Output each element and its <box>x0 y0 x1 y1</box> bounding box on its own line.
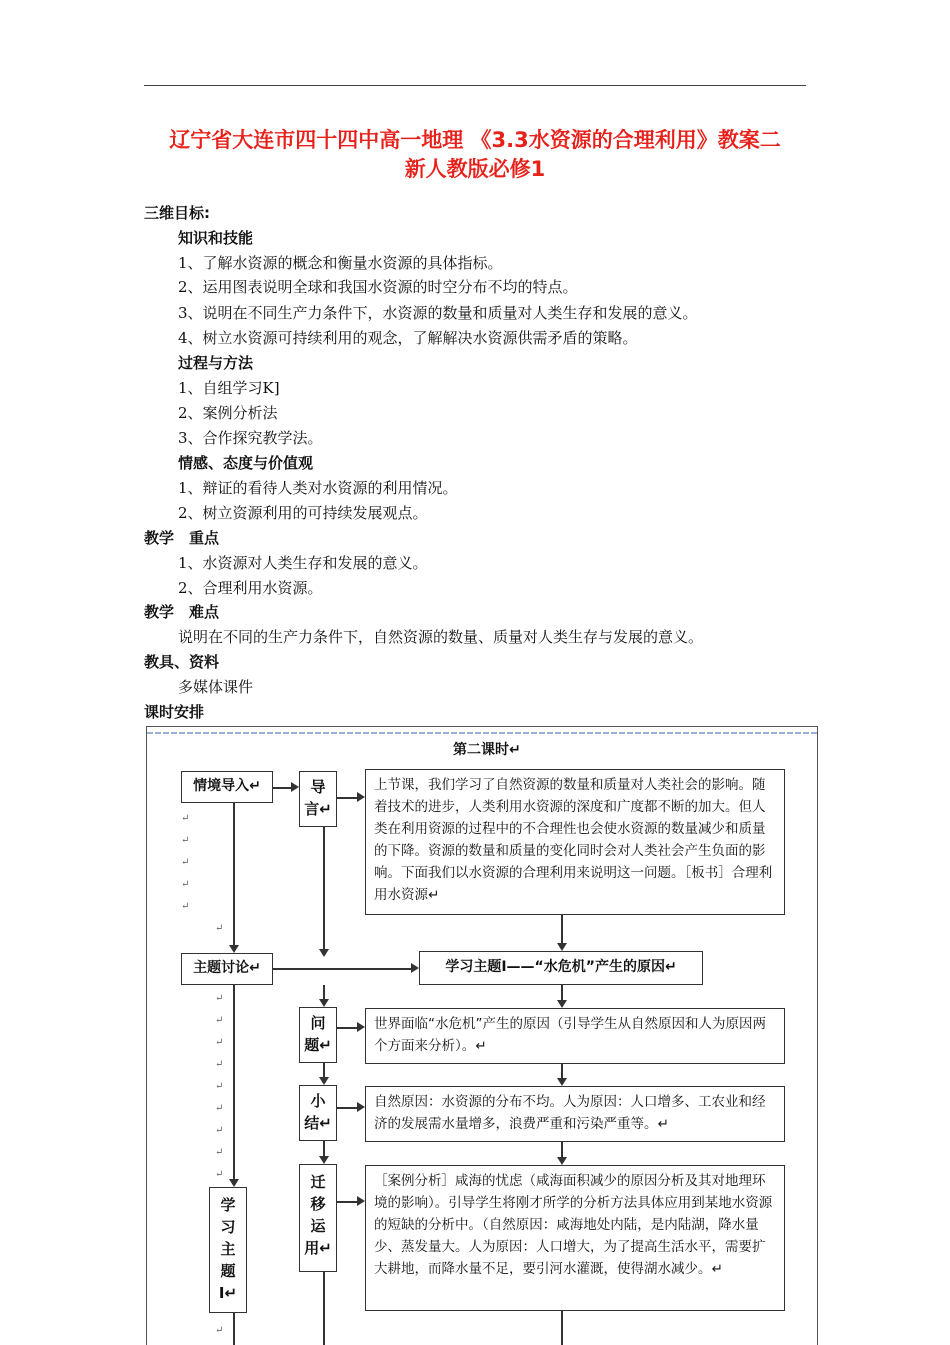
connector-line <box>323 985 325 999</box>
knowledge-heading: 知识和技能 <box>178 229 254 247</box>
emotion-item: 1、辩证的看待人类对水资源的利用情况。 <box>178 479 458 497</box>
arrow-down-icon <box>557 1157 567 1165</box>
transfer-box: 迁 移 运 用↵ <box>299 1164 337 1272</box>
paragraph-mark: ↵ <box>215 1015 224 1026</box>
arrow-down-icon <box>319 1077 329 1085</box>
question-text-box: 世界面临“水危机”产生的原因（引导学生从自然原因和人为原因两个方面来分析）。↵ <box>365 1008 785 1064</box>
arrow-down-icon <box>229 1179 239 1187</box>
connector-line <box>337 1201 357 1203</box>
arrow-right-icon <box>291 782 299 792</box>
arrow-right-icon <box>357 1102 365 1112</box>
process-item: 3、合作探究教学法。 <box>178 429 323 447</box>
connector-line <box>323 827 325 949</box>
connector-line <box>273 968 411 970</box>
knowledge-item: 1、了解水资源的概念和衡量水资源的具体指标。 <box>178 254 503 272</box>
paragraph-mark: ↵ <box>215 1059 224 1070</box>
paragraph-mark: ↵ <box>215 1169 224 1180</box>
document-title-line1: 辽宁省大连市四十四中高一地理 《3.3水资源的合理利用》教案二 <box>169 128 781 152</box>
arrow-down-icon <box>557 1000 567 1008</box>
intro-box: 情境导入↵ <box>181 771 273 803</box>
paragraph-mark: ↵ <box>215 1103 224 1114</box>
connector-line <box>561 985 563 1000</box>
paragraph-mark: ↵ <box>181 857 190 868</box>
guide-box: 导 言↵ <box>299 771 337 827</box>
knowledge-item: 4、树立水资源可持续利用的观念，了解解决水资源供需矛盾的策略。 <box>178 329 638 347</box>
flowchart-header: 第二课时↵ <box>453 742 521 758</box>
topic-box: 学习主题Ⅰ——“水危机”产生的原因↵ <box>419 951 703 985</box>
process-item: 1、自组学习K] <box>178 379 280 397</box>
connector-line <box>323 1272 325 1345</box>
objectives-heading: 三维目标: <box>144 204 210 222</box>
question-box: 问 题↵ <box>299 1007 337 1063</box>
arrow-right-icon <box>357 1022 365 1032</box>
materials-heading: 教具、资料 <box>144 653 220 671</box>
arrow-right-icon <box>357 1196 365 1206</box>
connector-line <box>323 1141 325 1156</box>
paragraph-mark: ↵ <box>215 923 224 934</box>
materials-text: 多媒体课件 <box>178 678 254 696</box>
arrow-down-icon <box>229 945 239 953</box>
connector-line <box>233 803 235 945</box>
process-heading: 过程与方法 <box>178 354 254 372</box>
knowledge-item: 3、说明在不同生产力条件下，水资源的数量和质量对人类生存和发展的意义。 <box>178 304 698 322</box>
frame-top-strip <box>147 732 817 734</box>
summary-text-box: 自然原因：水资源的分布不均。人为原因：人口增多、工农业和经济的发展需水量增多，浪费严重和污染严重等。↵ <box>365 1086 785 1142</box>
connector-line <box>561 1064 563 1078</box>
document-title-line2: 新人教版必修1 <box>404 157 546 181</box>
arrow-down-icon <box>319 999 329 1007</box>
arrow-right-icon <box>411 963 419 973</box>
schedule-heading: 课时安排 <box>144 703 205 721</box>
paragraph-mark: ↵ <box>215 1037 224 1048</box>
connector-line <box>561 1311 563 1345</box>
connector-line <box>337 797 357 799</box>
paragraph-mark: ↵ <box>215 1081 224 1092</box>
arrow-down-icon <box>319 949 329 957</box>
arrow-down-icon <box>557 1078 567 1086</box>
paragraph-mark: ↵ <box>215 1325 224 1336</box>
arrow-down-icon <box>319 1156 329 1164</box>
connector-line <box>561 915 563 943</box>
paragraph-mark: ↵ <box>215 1147 224 1158</box>
guide-text-box: 上节课，我们学习了自然资源的数量和质量对人类社会的影响。随着技术的进步，人类利用水资源的深度和广度都不断的加大。但人类在利用资源的过程中的不合理性也会使水资源的数量减少和质量的下降。资源的数量和质量的变化同时会对人类社会产生负面的影响。下面我们以水资源的合理利用来说明这一问题。［板书］合理利用水资源↵ <box>365 769 785 915</box>
connector-line <box>233 985 235 1179</box>
summary-box: 小 结↵ <box>299 1085 337 1141</box>
transfer-text-box: ［案例分析］咸海的忧虑（咸海面积减少的原因分析及其对地理环境的影响）。引导学生将刚才所学的分析方法具体应用到某地水资源的短缺的分析中。（自然原因：咸海地处内陆，是内陆湖，降水量少、蒸发量大。人为原因：人口增大，为了提高生活水平，需要扩大耕地，而降水量不足，要引河水灌溉，使得湖水减少。↵ <box>365 1165 785 1311</box>
connector-line <box>273 787 291 789</box>
paragraph-mark: ↵ <box>181 835 190 846</box>
connector-line <box>233 1313 235 1345</box>
arrow-right-icon <box>357 792 365 802</box>
discussion-box: 主题讨论↵ <box>181 953 273 985</box>
process-item: 2、案例分析法 <box>178 404 278 422</box>
key-point-item: 2、合理利用水资源。 <box>178 579 323 597</box>
emotion-heading: 情感、态度与价值观 <box>178 454 314 472</box>
lesson-flowchart <box>146 726 818 1345</box>
connector-line <box>323 1063 325 1077</box>
connector-line <box>337 1027 357 1029</box>
paragraph-mark: ↵ <box>181 901 190 912</box>
difficulties-text: 说明在不同的生产力条件下，自然资源的数量、质量对人类生存与发展的意义。 <box>178 628 704 646</box>
paragraph-mark: ↵ <box>181 879 190 890</box>
paragraph-mark: ↵ <box>215 1125 224 1136</box>
emotion-item: 2、树立资源利用的可持续发展观点。 <box>178 504 428 522</box>
theme-vertical-box: 学 习 主 题 Ⅰ↵ <box>209 1187 247 1313</box>
paragraph-mark: ↵ <box>181 813 190 824</box>
difficulties-heading: 教学 难点 <box>144 603 220 621</box>
key-point-item: 1、水资源对人类生存和发展的意义。 <box>178 554 428 572</box>
arrow-down-icon <box>557 943 567 951</box>
paragraph-mark: ↵ <box>215 993 224 1004</box>
knowledge-item: 2、运用图表说明全球和我国水资源的时空分布不均的特点。 <box>178 278 578 296</box>
key-points-heading: 教学 重点 <box>144 529 220 547</box>
connector-line <box>561 1142 563 1157</box>
header-rule <box>144 85 806 86</box>
connector-line <box>337 1107 357 1109</box>
